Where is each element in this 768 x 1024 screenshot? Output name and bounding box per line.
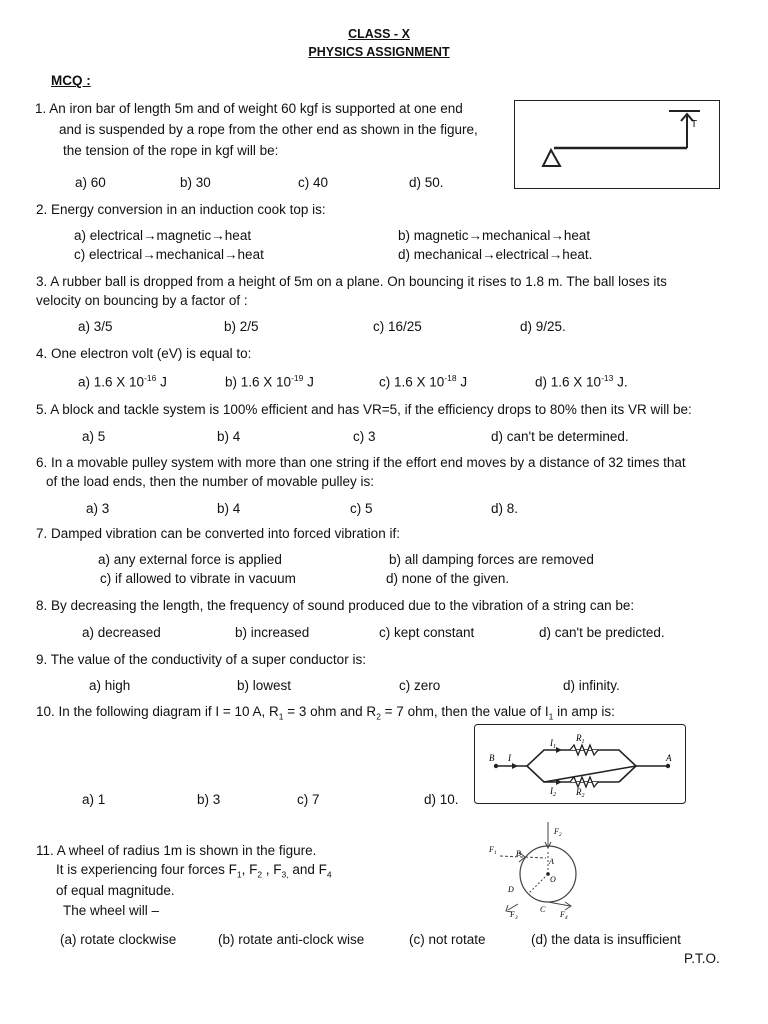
q1-option-c: c) 40 (298, 175, 329, 190)
q11-line-2: It is experiencing four forces $F_1$, $F_2$ , $F_{3,}$ and $F_4$ (56, 862, 332, 880)
q11-line-4: The wheel will – (63, 903, 160, 918)
q3-option-a: a) 3/5 (78, 319, 113, 334)
q4-option-d: d) 1.6 X $10^{-13}$ J. (535, 373, 628, 390)
pivot-triangle-icon (543, 150, 560, 166)
q6-option-c: c) 5 (350, 501, 373, 516)
q5-option-b: b) 4 (217, 429, 241, 444)
q1-option-d: d) 50. (409, 175, 444, 190)
node-a-label: A (666, 753, 672, 763)
q10-stem: 10. In the following diagram if I = 10 A, $R_1 = 3$ ohm and $R_2 = 7$ ohm, then the value of $I_1$ in amp is: (36, 704, 615, 722)
q1-option-b: b) 30 (180, 175, 211, 190)
q7-option-d: d) none of the given. (386, 571, 510, 586)
resistor-r2-label: $R_2$ (576, 787, 585, 799)
q11-option-d: (d) the data is insufficient (531, 932, 681, 947)
q3-option-c: c) 16/25 (373, 319, 422, 334)
current-i1-label: $I_1$ (550, 738, 556, 750)
q11-option-c: (c) not rotate (409, 932, 486, 947)
q11-line-1: 11. A wheel of radius 1m is shown in the figure. (36, 843, 317, 858)
q8-option-d: d) can't be predicted. (539, 625, 665, 640)
class-heading: CLASS - X (348, 27, 410, 41)
q8-option-a: a) decreased (82, 625, 161, 640)
tension-label: T (691, 119, 698, 130)
q4-option-c: c) 1.6 X $10^{-18}$ J (379, 373, 468, 390)
q3-line-1: 3. A rubber ball is dropped from a height of 5m on a plane. On bouncing it rises to 1.8 m. The ball loses its (36, 274, 667, 289)
q1-line-3: the tension of the rope in kgf will be: (63, 143, 279, 158)
current-i-label: I (508, 753, 511, 763)
q8-option-c: c) kept constant (379, 625, 475, 640)
q9-stem: 9. The value of the conductivity of a super conductor is: (36, 652, 366, 667)
q11-option-a: (a) rotate clockwise (60, 932, 177, 947)
current-i2-label: $I_2$ (550, 786, 556, 798)
q4-stem: 4. One electron volt (eV) is equal to: (36, 346, 252, 361)
q1-lever-figure (514, 100, 720, 189)
q6-line-2: of the load ends, then the number of movable pulley is: (46, 474, 374, 489)
q10-option-b: b) 3 (197, 792, 221, 807)
force-f2-label: $F_2$ (554, 827, 562, 838)
force-f1-label: $F_1$ (489, 845, 497, 856)
q4-option-b: b) 1.6 X $10^{-19}$ J (225, 373, 314, 390)
q11-wheel-figure (486, 822, 586, 924)
node-b-label: B (489, 753, 495, 763)
point-b-label: B (516, 849, 521, 858)
q6-option-d: d) 8. (491, 501, 519, 516)
q1-option-a: a) 60 (75, 175, 106, 190)
point-c-label: C (540, 905, 546, 914)
q9-option-c: c) zero (399, 678, 441, 693)
q5-option-a: a) 5 (82, 429, 106, 444)
q8-stem: 8. By decreasing the length, the frequency of sound produced due to the vibration of a string can be: (36, 598, 635, 613)
section-label: MCQ : (51, 73, 91, 88)
point-d-label: D (508, 885, 514, 894)
q11-option-b: (b) rotate anti-clock wise (218, 932, 365, 947)
q10-option-d: d) 10. (424, 792, 459, 807)
q3-line-2: velocity on bouncing by a factor of : (36, 293, 248, 308)
q1-line-2: and is suspended by a rope from the other end as shown in the figure, (59, 122, 478, 137)
q5-option-d: d) can't be determined. (491, 429, 629, 444)
q6-option-b: b) 4 (217, 501, 241, 516)
q5-stem: 5. A block and tackle system is 100% efficient and has VR=5, if the efficiency drops to 80% then its VR will be: (36, 402, 692, 417)
q2-option-b: b) magnetic→mechanical→heat (398, 228, 591, 243)
q11-line-3: of equal magnitude. (56, 883, 175, 898)
resistor-r2-icon (570, 777, 598, 787)
q10-option-c: c) 7 (297, 792, 320, 807)
force-f3-label: $F_3$ (510, 910, 518, 921)
force-f4-label: $F_4$ (560, 910, 568, 921)
q7-option-b: b) all damping forces are removed (389, 552, 594, 567)
q3-option-d: d) 9/25. (520, 319, 566, 334)
q2-option-d: d) mechanical→electrical→heat. (398, 247, 593, 262)
q7-option-a: a) any external force is applied (98, 552, 282, 567)
q4-option-a: a) 1.6 X $10^{-16}$ J (78, 373, 167, 390)
q8-option-b: b) increased (235, 625, 310, 640)
q9-option-d: d) infinity. (563, 678, 620, 693)
point-a-label: A (549, 857, 554, 866)
q2-option-a: a) electrical→magnetic→heat (74, 228, 252, 243)
center-o-label: O (550, 875, 556, 884)
q10-circuit-figure (474, 724, 686, 804)
page-footer-pto: P.T.O. (684, 951, 720, 966)
q10-option-a: a) 1 (82, 792, 106, 807)
resistor-r1-label: $R_1$ (576, 733, 585, 745)
q2-stem: 2. Energy conversion in an induction cook top is: (36, 202, 326, 217)
q6-line-1: 6. In a movable pulley system with more than one string if the effort end moves by a distance of 32 times that (36, 455, 686, 470)
q7-stem: 7. Damped vibration can be converted into forced vibration if: (36, 526, 400, 541)
assignment-title: PHYSICS ASSIGNMENT (308, 45, 450, 59)
q3-option-b: b) 2/5 (224, 319, 259, 334)
q2-option-c: c) electrical→mechanical→heat (74, 247, 264, 262)
q5-option-c: c) 3 (353, 429, 376, 444)
q6-option-a: a) 3 (86, 501, 110, 516)
q9-option-a: a) high (89, 678, 131, 693)
resistor-r1-icon (570, 745, 598, 755)
q9-option-b: b) lowest (237, 678, 292, 693)
q1-line-1: 1. An iron bar of length 5m and of weight 60 kgf is supported at one end (35, 101, 463, 116)
q7-option-c: c) if allowed to vibrate in vacuum (100, 571, 296, 586)
